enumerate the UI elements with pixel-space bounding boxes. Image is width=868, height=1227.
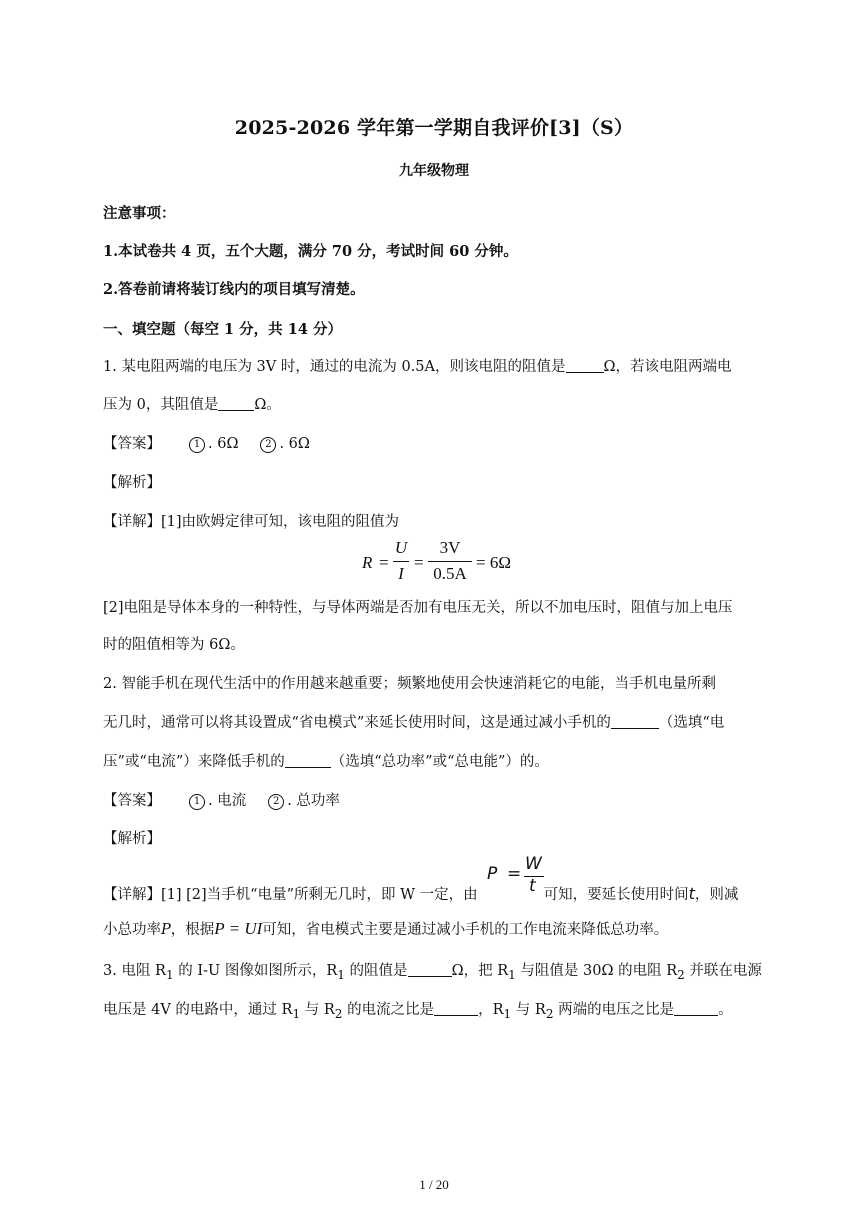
notice-heading: 注意事项： [103, 205, 176, 222]
fraction: U I [394, 538, 408, 583]
answer-blank [674, 1001, 718, 1016]
question-2-line-1: 2. 智能手机在现代生活中的作用越来越重要；频繁地使用会快速消耗它的电能，当手机电量所剩 [103, 676, 716, 692]
question-1-answer: 【答案】 1 . 6Ω 2 . 6Ω [103, 436, 310, 452]
circled-number: 2 [260, 437, 276, 453]
circled-number: 2 [268, 794, 284, 810]
question-3-line-1: 3. 电阻 $R_1$ 的 I-U 图像如图所示，$R_1$ 的阻值是 Ω，把 $R_1$ 与阻值是 30Ω 的电阻 $R_2$ 并联在电源 [103, 963, 762, 982]
question-3-line-2: 电压是 4V 的电路中，通过 $R_1$ 与 $R_2$ 的电流之比是 ，$R_1$ 与 $R_2$ 两端的电压之比是 。 [103, 1002, 733, 1021]
question-2-line-3: 压”或“电流”）来降低手机的 （选填“总功率”或“总电能”）的。 [103, 754, 549, 770]
page-title: 2025-2026 学年第一学期自我评价[3]（S） [234, 117, 634, 139]
circled-number: 1 [189, 437, 205, 453]
section-heading: 一、填空题（每空 1 分，共 14 分） [103, 321, 342, 338]
question-2-detail-line-1: 【详解】[1] [2]当手机“电量”所剩无几时，即 W 一定，由 可知，要延长使用时间t，则减 [103, 884, 739, 903]
question-1-line-2: 压为 0，其阻值是 Ω。 [103, 397, 281, 413]
question-2-analysis-label: 【解析】 [103, 831, 161, 847]
fraction: 3V 0.5A [428, 538, 472, 586]
question-2-detail-line-2: 小总功率P，根据P = UI可知，省电模式主要是通过减小手机的工作电流来降低总功率。 [103, 919, 669, 938]
page-subtitle: 九年级物理 [399, 163, 469, 179]
circled-number: 1 [189, 794, 205, 810]
answer-blank [285, 753, 331, 768]
answer-blank [218, 396, 254, 411]
question-1-detail-2-line-2: 时的阻值相等为 6Ω。 [103, 637, 245, 653]
answer-blank [566, 358, 604, 373]
ohms-law-formula: R = U I = 3V 0.5A = 6Ω [362, 538, 522, 586]
notice-item-2: 2.答卷前请将装订线内的项目填写清楚。 [103, 281, 365, 298]
power-formula: P = W t [487, 858, 549, 898]
answer-blank [434, 1001, 478, 1016]
question-2-answer: 【答案】 1 . 电流 2 . 总功率 [103, 793, 340, 809]
question-1-detail-2-line-1: [2]电阻是导体本身的一种特性，与导体两端是否加有电压无关，所以不加电压时，阻值与加上电压 [103, 600, 733, 616]
notice-item-1: 1.本试卷共 4 页，五个大题，满分 70 分，考试时间 60 分钟。 [103, 243, 518, 260]
question-1-line-1: 1. 某电阻两端的电压为 3V 时，通过的电流为 0.5A，则该电阻的阻值是 Ω，若该电阻两端电 [103, 359, 732, 375]
answer-blank [408, 962, 452, 977]
question-2-line-2: 无几时，通常可以将其设置成“省电模式”来延长使用时间，这是通过减小手机的 （选填“电 [103, 715, 725, 731]
question-1-analysis-label: 【解析】 [103, 475, 161, 491]
page-indicator: 1 / 20 [419, 1177, 449, 1192]
answer-blank [611, 714, 659, 729]
question-1-detail: 【详解】[1]由欧姆定律可知，该电阻的阻值为 [103, 514, 400, 530]
